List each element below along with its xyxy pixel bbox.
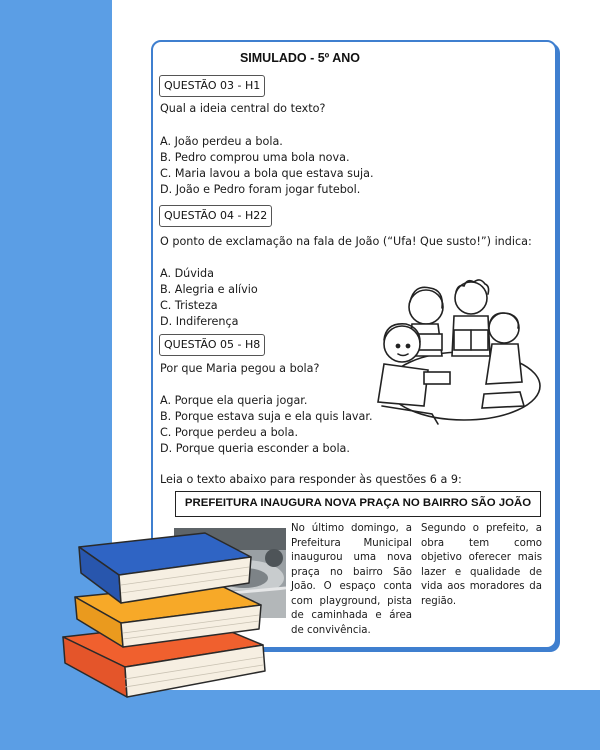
page-title: SIMULADO - 5º ANO xyxy=(239,51,361,65)
question-3-option-c: C. Maria lavou a bola que estava suja. xyxy=(160,167,374,180)
question-5-option-c: C. Porque perdeu a bola. xyxy=(160,426,299,439)
question-4-option-d: D. Indiferença xyxy=(160,315,239,328)
news-column-2: Segundo o prefeito, a obra tem como objetivo oferecer mais lazer e qualidade de vida aos moradores da região. xyxy=(421,523,542,607)
question-3-label: QUESTÃO 03 - H1 xyxy=(159,75,265,97)
question-4-label: QUESTÃO 04 - H22 xyxy=(159,205,272,227)
news-column-1: No último domingo, a Prefeitura Municipal inaugurou uma nova praça no bairro São João. O espaço conta com playground, pista de caminhada e área de convivência. xyxy=(291,523,412,636)
question-4-option-c: C. Tristeza xyxy=(160,299,218,312)
books-stack-illustration xyxy=(55,525,270,705)
reading-instruction: Leia o texto abaixo para responder às questões 6 a 9: xyxy=(160,473,462,486)
question-5-option-d: D. Porque queria esconder a bola. xyxy=(160,442,350,455)
question-4-text: O ponto de exclamação na fala de João (“Ufa! Que susto!”) indica: xyxy=(160,235,532,248)
question-3-text: Qual a ideia central do texto? xyxy=(160,102,326,115)
question-3-option-a: A. João perdeu a bola. xyxy=(160,135,283,148)
question-5-option-b: B. Porque estava suja e ela quis lavar. xyxy=(160,410,373,423)
question-3-option-d: D. João e Pedro foram jogar futebol. xyxy=(160,183,361,196)
question-3-option-b: B. Pedro comprou uma bola nova. xyxy=(160,151,350,164)
children-reading-illustration xyxy=(372,274,542,426)
question-5-option-a: A. Porque ela queria jogar. xyxy=(160,394,308,407)
question-4-option-a: A. Dúvida xyxy=(160,267,214,280)
question-5-label: QUESTÃO 05 - H8 xyxy=(159,334,265,356)
question-4-option-b: B. Alegria e alívio xyxy=(160,283,258,296)
question-5-text: Por que Maria pegou a bola? xyxy=(160,362,320,375)
news-headline: PREFEITURA INAUGURA NOVA PRAÇA NO BAIRRO SÃO JOÃO xyxy=(175,491,541,517)
